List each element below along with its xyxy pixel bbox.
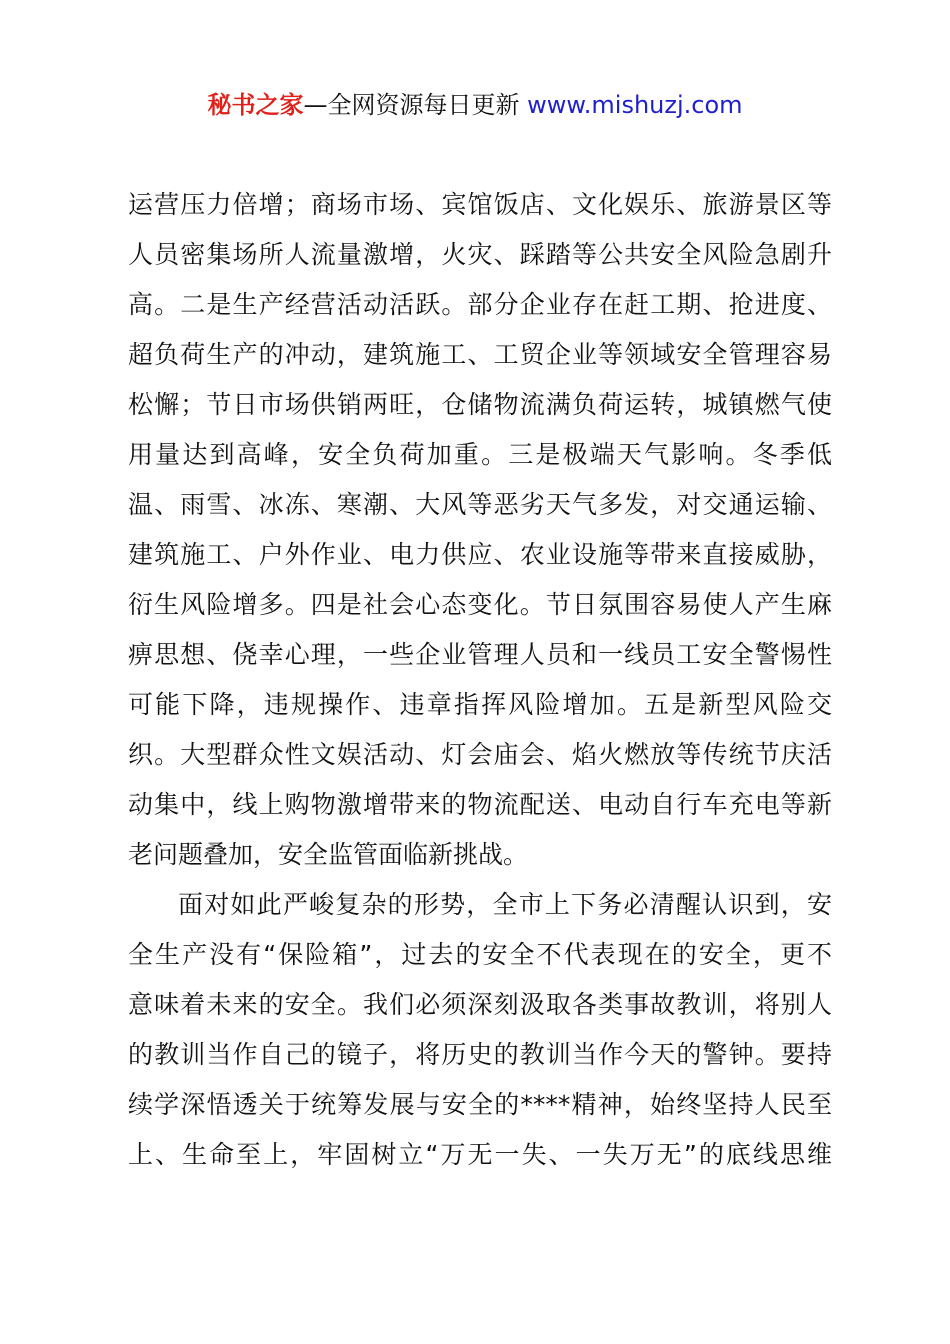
text-line: 全生产没有“保险箱”，过去的安全不代表现在的安全，更不 [128,940,832,969]
text-line: 痹思想、侥幸心理，一些企业管理人员和一线员工安全警惕性 [128,640,832,669]
text-line: 建筑施工、户外作业、电力供应、农业设施等带来直接威胁， [128,540,832,569]
header-url[interactable]: www.mishuzj.com [527,91,743,119]
header-tagline: —全网资源每日更新 [303,91,528,119]
text-line: 动集中，线上购物激增带来的物流配送、电动自行车充电等新 [128,790,832,819]
text-line: 衍生风险增多。四是社会心态变化。节日氛围容易使人产生麻 [128,590,832,619]
text-line: 老问题叠加，安全监管面临新挑战。 [128,840,529,869]
text-line: 超负荷生产的冲动，建筑施工、工贸企业等领域安全管理容易 [128,340,832,369]
text-line: 续学深悟透关于统筹发展与安全的****精神，始终坚持人民至 [128,1090,832,1119]
text-line: 面对如此严峻复杂的形势，全市上下务必清醒认识到，安 [178,890,832,919]
text-line: 织。大型群众性文娱活动、灯会庙会、焰火燃放等传统节庆活 [128,740,832,769]
text-line: 上、生命至上，牢固树立“万无一失、一失万无”的底线思维 [128,1140,832,1169]
text-line: 的教训当作自己的镜子，将历史的教训当作今天的警钟。要持 [128,1040,832,1069]
text-line: 温、雨雪、冰冻、寒潮、大风等恶劣天气多发，对交通运输、 [128,490,832,519]
text-line: 意味着未来的安全。我们必须深刻汲取各类事故教训，将别人 [128,990,832,1019]
text-line: 松懈；节日市场供销两旺，仓储物流满负荷运转，城镇燃气使 [128,390,832,419]
text-line: 高。二是生产经营活动活跃。部分企业存在赶工期、抢进度、 [128,290,832,319]
text-line: 用量达到高峰，安全负荷加重。三是极端天气影响。冬季低 [128,440,832,469]
paragraph-1 [128,180,832,880]
text-line: 可能下降，违规操作、违章指挥风险增加。五是新型风险交 [128,690,832,719]
page-header [0,88,950,122]
text-line: 运营压力倍增；商场市场、宾馆饭店、文化娱乐、旅游景区等 [128,190,832,219]
brand-name: 秘书之家 [207,91,304,119]
document-body [128,180,832,1180]
paragraph-2 [128,880,832,1180]
text-line: 人员密集场所人流量激增，火灾、踩踏等公共安全风险急剧升 [128,240,832,269]
